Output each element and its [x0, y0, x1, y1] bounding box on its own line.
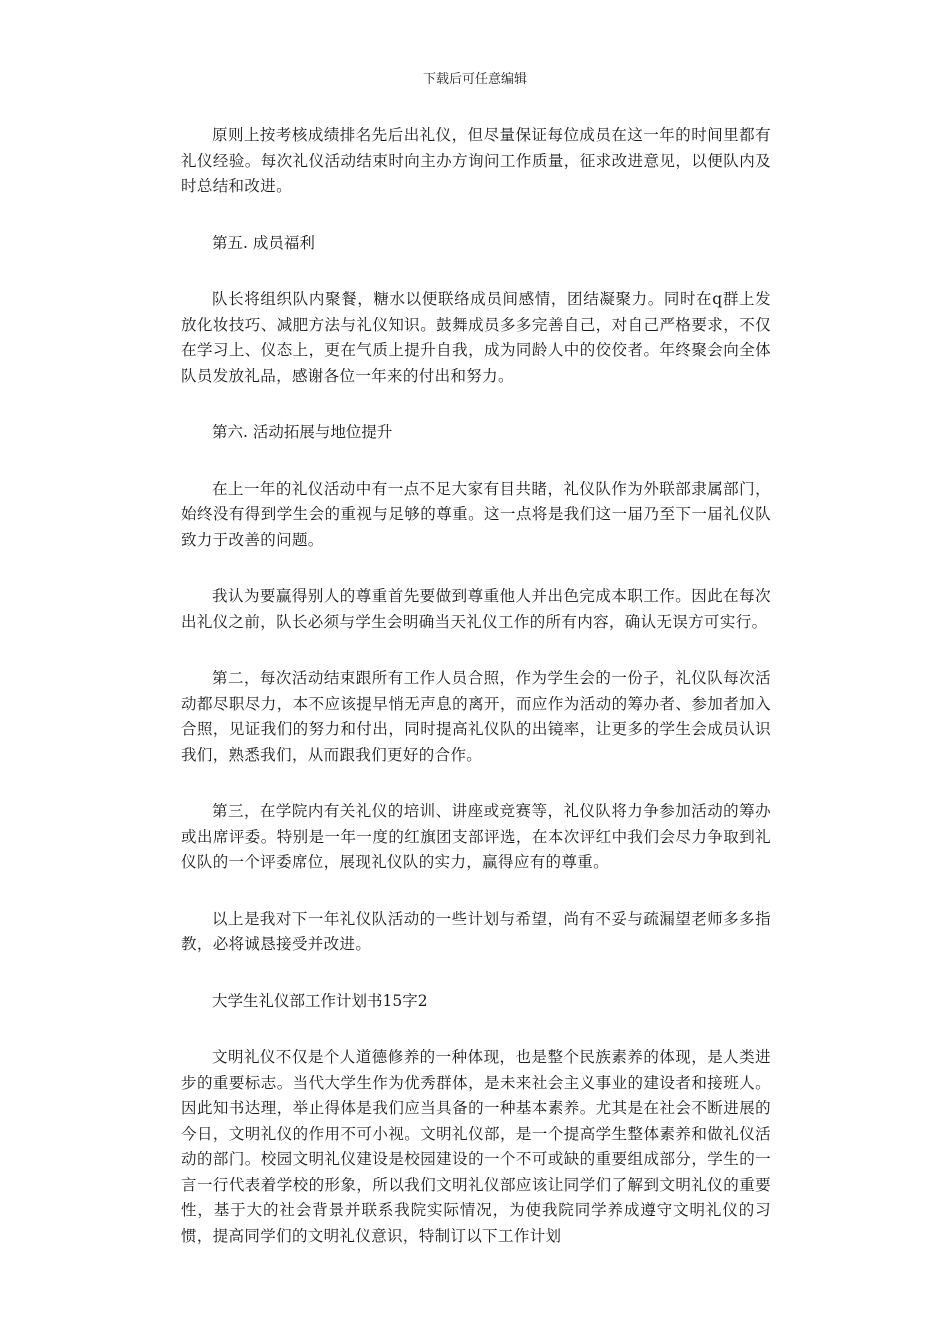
paragraph-ceremony-arrangement: 原则上按考核成绩排名先后出礼仪，但尽量保证每位成员在这一年的时间里都有礼仪经验。每次礼仪活动结束时向主办方询问工作质量，征求改进意见，以便队内及时总结和改进。	[181, 126, 771, 195]
paragraph-past-shortcomings: 在上一年的礼仪活动中有一点不足大家有目共睹，礼仪队作为外联部隶属部门，始终没有得到学生会的重视与足够的尊重。这一点将是我们这一届乃至下一届礼仪队致力于改善的问题。	[181, 479, 771, 549]
paragraph-earning-respect: 我认为要赢得别人的尊重首先要做到尊重他人并出色完成本职工作。因此在每次出礼仪之前，队长必须与学生会明确当天礼仪工作的所有内容，确认无误方可实行。	[181, 587, 771, 631]
section-heading-plan-2: 大学生礼仪部工作计划书15字2	[212, 991, 428, 1010]
section-heading-6-expansion: 第六. 活动拓展与地位提升	[212, 423, 393, 441]
header-note: 下载后可任意编辑	[422, 72, 527, 87]
paragraph-etiquette-intro: 文明礼仪不仅是个人道德修养的一种体现，也是整个民族素养的体现，是人类进步的重要标志。当代大学生作为优秀群体，是未来社会主义事业的建设者和接班人。因此知书达理，举止得体是我们应当具备的一种基本素养。尤其是在社会不断进展的今日，文明礼仪的作用不可小视。文明礼仪部，是一个提高学生整体素养和做礼仪活动的部门。校园文明礼仪建设是校园建设的一个不可或缺的重要组成部分，学生的一言一行代表着学校的形象，所以我们文明礼仪部应该让同学们了解到文明礼仪的重要性，基于大的社会背景并联系我院实际情况，为使我院同学养成遵守文明礼仪的习惯，提高同学们的文明礼仪意识，特制订以下工作计划	[181, 1048, 771, 1245]
paragraph-point-two-group-photo: 第二，每次活动结束跟所有工作人员合照，作为学生会的一份子，礼仪队每次活动都尽职尽力，本不应该提早悄无声息的离开，而应作为活动的筹办者、参加者加入合照，见证我们的努力和付出，同时提高礼仪队的出镜率，让更多的学生会成员认识我们，熟悉我们，从而跟我们更好的合作。	[181, 669, 771, 764]
paragraph-point-three-judging: 第三，在学院内有关礼仪的培训、讲座或竞赛等，礼仪队将力争参加活动的筹办或出席评委。特别是一年一度的红旗团支部评选，在本次评红中我们会尽力争取到礼仪队的一个评委席位，展现礼仪队的实力，赢得应有的尊重。	[181, 802, 771, 871]
paragraph-closing: 以上是我对下一年礼仪队活动的一些计划与希望，尚有不妥与疏漏望老师多多指教，必将诚恳接受并改进。	[181, 909, 771, 953]
document-body	[181, 123, 771, 1280]
paragraph-member-benefits: 队长将组织队内聚餐，糖水以便联络成员间感情，团结凝聚力。同时在q群上发放化妆技巧、减肥方法与礼仪知识。鼓舞成员多多完善自己，对自己严格要求，不仅在学习上、仪态上，更在气质上提升自我，成为同龄人中的佼佼者。年终聚会向全体队员发放礼品，感谢各位一年来的付出和努力。	[181, 290, 771, 385]
section-heading-5-member-benefits: 第五. 成员福利	[212, 233, 315, 252]
